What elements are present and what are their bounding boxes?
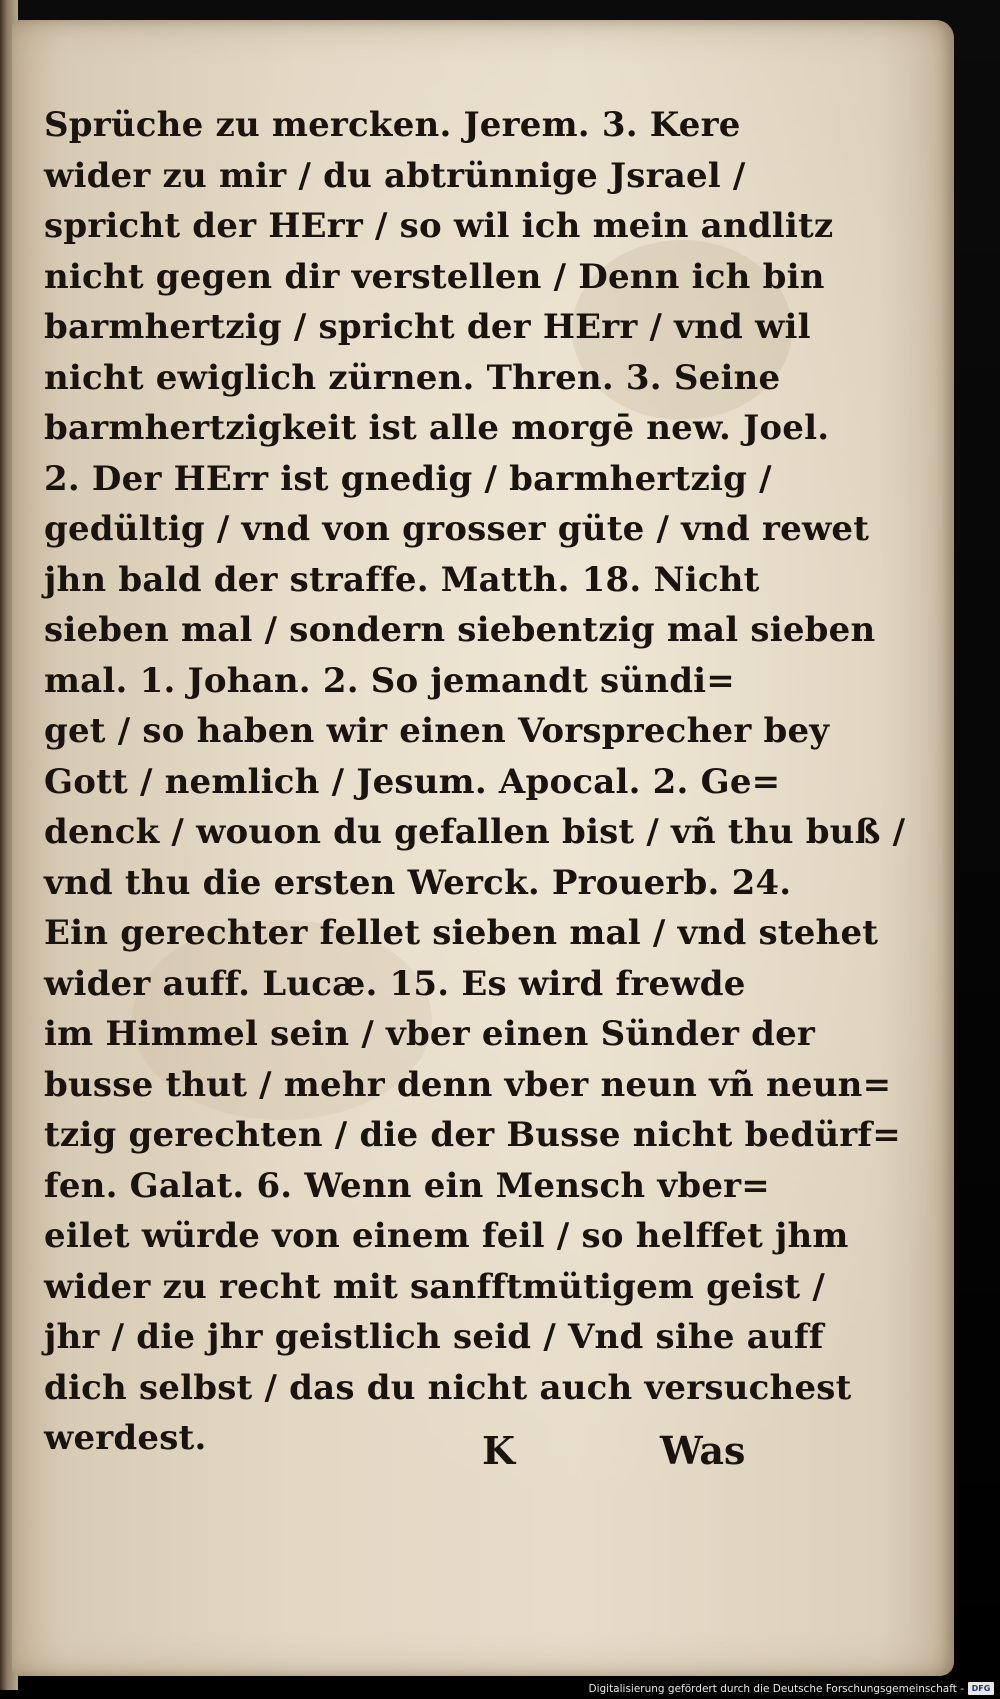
text-line: wider auff. Lucæ. 15. Es wird frewde	[44, 963, 746, 1004]
text-line: Ein gerechter fellet sieben mal / vnd stehet	[44, 913, 879, 953]
text-line: busse thut / mehr denn vber neun vñ neun=	[44, 1064, 892, 1105]
text-line: barmhertzigkeit ist alle morgē new. Joel.	[44, 408, 830, 448]
text-line: im Himmel sein / vber einen Sünder der	[44, 1014, 816, 1054]
text-line: wider zu recht mit sanfftmütigem geist /	[44, 1266, 825, 1307]
page-text	[44, 100, 906, 1464]
text-line: Gott / nemlich / Jesum. Apocal. 2. Ge=	[44, 761, 781, 802]
text-line: tzig gerechten / die der Busse nicht bedürf=	[44, 1115, 901, 1155]
text-line: werdest.	[44, 1418, 207, 1458]
text-line: 2. Der HErr ist gnedig / barmhertzig /	[44, 458, 772, 499]
text-line: gedültig / vnd von grosser güte / vnd rewet	[44, 509, 870, 549]
text-line: fen. Galat. 6. Wenn ein Mensch vber=	[44, 1165, 770, 1206]
text-line: get / so haben wir einen Vorsprecher bey	[44, 711, 830, 751]
page-footer	[12, 1428, 954, 1488]
text-line: jhn bald der straffe. Matth. 18. Nicht	[44, 559, 760, 600]
text-line: denck / wouon du gefallen bist / vñ thu buß /	[44, 812, 906, 852]
text-line: eilet würde von einem feil / so helffet jhm	[44, 1216, 849, 1256]
credit-text: Digitalisierung gefördert durch die Deutsche Forschungsgemeinschaft -	[588, 1682, 964, 1695]
text-line: nicht ewiglich zürnen. Thren. 3. Seine	[44, 357, 781, 398]
text-line: dich selbst / das du nicht auch versuchest	[44, 1367, 852, 1408]
text-line: Sprüche zu mercken. Jerem. 3. Kere	[44, 105, 741, 145]
digitization-credit	[588, 1682, 994, 1695]
text-line: sieben mal / sondern siebentzig mal sieben	[44, 610, 876, 650]
text-line: mal. 1. Johan. 2. So jemandt sündi=	[44, 660, 735, 701]
text-line: jhr / die jhr geistlich seid / Vnd sihe auff	[44, 1317, 824, 1357]
dfg-logo-icon: DFG	[968, 1682, 994, 1695]
signature-mark: K	[482, 1428, 516, 1473]
text-line: spricht der HErr / so wil ich mein andlitz	[44, 206, 834, 246]
catchword: Was	[660, 1428, 746, 1473]
text-line: wider zu mir / du abtrünnige Jsrael /	[44, 155, 746, 196]
book-page	[12, 20, 954, 1676]
text-line: nicht gegen dir verstellen / Denn ich bin	[44, 256, 825, 297]
text-line: barmhertzig / spricht der HErr / vnd wil	[44, 307, 811, 347]
text-line: vnd thu die ersten Werck. Prouerb. 24.	[44, 862, 792, 903]
